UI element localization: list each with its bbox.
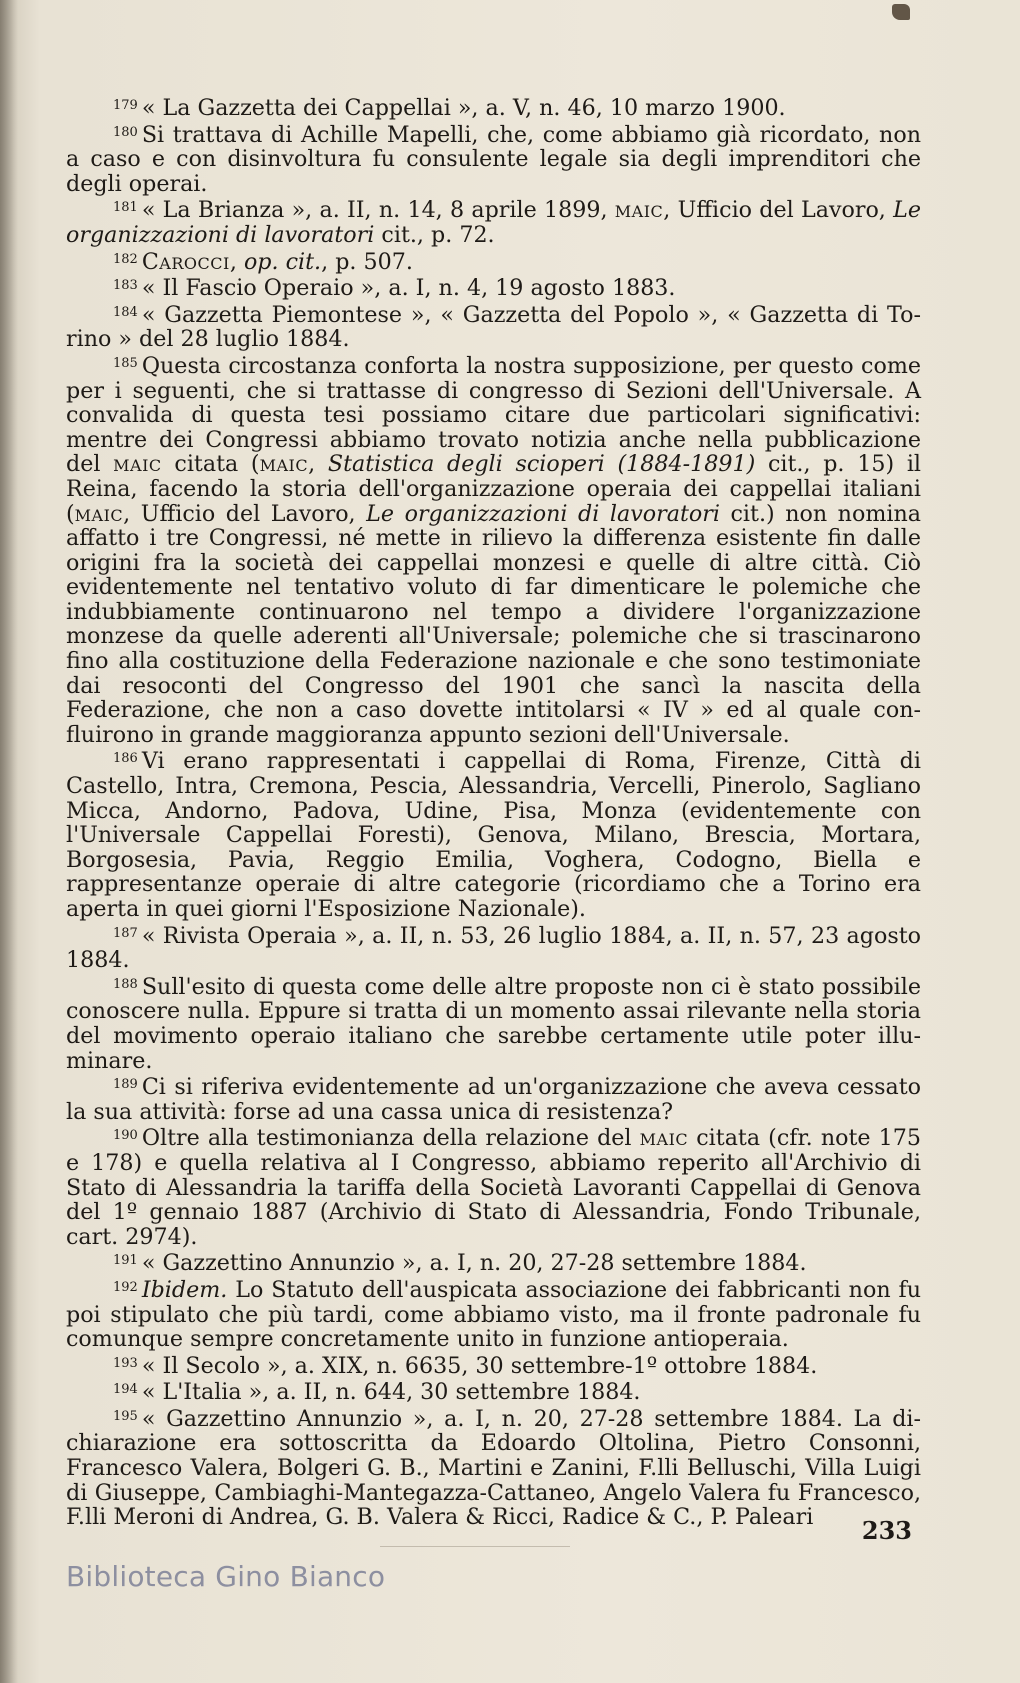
note-text: Lo Statuto dell'auspicata associazione dei fabbricanti non fu poi stipulato che più tardi, come abbiamo visto, ma il fronte padronale fu comunque sempre concretamente unito in funzione antioperaia. (66, 1276, 921, 1353)
note-184 (66, 301, 921, 352)
note-190 (66, 1124, 921, 1249)
note-text: cit., p. 15) il Reina, facendo la storia dell'organizzazione operaia dei cappellai italiani ( (66, 451, 922, 527)
note-number: 194 (113, 1382, 138, 1398)
footnotes-column (66, 94, 921, 1530)
note-text: citata (cfr. note 175 e 178) e quella relativa al I Congresso, abbiamo reperito all'Archivio di Stato di Alessandria la tariffa della Società Lavoranti Cappellai di Genova del 1º gennaio 1887 (Archivio di Stato di Alessandria, Fondo Tribunale, cart. 2974). (66, 1125, 921, 1250)
maic-acronym: maic (639, 1125, 689, 1152)
note-187 (66, 922, 921, 973)
note-text: « Gazzettino Annunzio », a. I, n. 20, 27-28 settembre 1884. La dichiarazione era sottoscritta da Edoardo Oltolina, Pietro Consonni, Francesco Valera, Bolgeri G. B., Martini e Zanini, F.lli Belluschi, Villa Luigi di Giuseppe, Cambiaghi-Mantegazza-Cattaneo, Angelo Valera fu Francesco, F.lli Meroni di Andrea, G. B. Valera & Ricci, Radice & C., P. Paleari (66, 1405, 921, 1531)
note-181 (66, 196, 921, 247)
italic-ref: op. cit. (243, 248, 322, 275)
maic-acronym: maic (259, 451, 309, 478)
note-text: Vi erano rappresentati i cappellai di Roma, Firenze, Città di Castello, Intra, Cremona, Pescia, Alessandria, Vercelli, Pinerolo, Sagliano Micca, Andorno, Padova, Udine, Pisa, Monza (evidentemente con l'Universale Cappellai Foresti), Genova, Milano, Brescia, Mortara, Borgosesia, Pavia, Reggio Emilia, Voghera, Codogno, Biella e rappresentanze operaie di altre categorie (ricordiamo che a Torino era aperta in quei giorni l'Esposizione Nazionale). (66, 748, 921, 922)
note-text: citata ( (174, 451, 260, 478)
spine-shadow (0, 0, 18, 1683)
note-text: « La Brianza », a. II, n. 14, 8 aprile 1899, (141, 197, 608, 224)
note-text: , (308, 451, 316, 478)
author-name: Carocci (141, 248, 230, 275)
maic-acronym: maic (614, 197, 664, 224)
note-number: 188 (113, 976, 138, 992)
note-text: , Ufficio del Lavoro, (123, 500, 356, 527)
note-number: 180 (113, 124, 138, 140)
note-text: Si trattava di Achille Mapelli, che, come abbiamo già ricordato, non a caso e con disinvoltura fu consulente legale sia degli imprenditori che degli operai. (66, 121, 921, 197)
italic-title: Le organizzazioni di lavoratori (366, 500, 720, 527)
note-182 (66, 248, 921, 275)
note-number: 195 (113, 1408, 138, 1424)
note-number: 185 (113, 355, 138, 371)
note-text: « Il Secolo », a. XIX, n. 6635, 30 settembre-1º ottobre 1884. (141, 1352, 818, 1379)
note-number: 182 (113, 251, 138, 267)
library-watermark: Biblioteca Gino Bianco (66, 1560, 386, 1593)
note-text: « Gazzettino Annunzio », a. I, n. 20, 27-28 settembre 1884. (141, 1250, 807, 1277)
note-text: cit., p. 72. (381, 221, 495, 248)
note-number: 186 (113, 751, 138, 767)
italic-title: Le organizzazioni di lavoratori (66, 197, 921, 248)
ink-blot-mark (892, 4, 910, 20)
maic-acronym: maic (113, 451, 162, 478)
note-text: « Il Fascio Operaio », a. I, n. 4, 19 agosto 1883. (141, 275, 676, 302)
note-183 (66, 274, 921, 301)
note-text: Sull'esito di questa come delle altre proposte non ci è stato possibile conoscere nulla. Eppure si tratta di un momento assai rilevante nella storia del movimento operaio italiano che sarebbe certamente utile poter illuminare. (66, 973, 921, 1074)
note-text: Ci si riferiva evidentemente ad un'organizzazione che aveva cessato la sua attività: forse ad una cassa unica di resistenza? (66, 1074, 921, 1125)
note-number: 187 (113, 925, 138, 941)
note-195 (66, 1405, 921, 1530)
note-text: , (229, 248, 237, 275)
faint-rule (380, 1546, 570, 1547)
note-number: 192 (113, 1279, 138, 1295)
note-number: 179 (113, 98, 138, 113)
note-text: cit.) non nomina affatto i tre Congressi, né mette in rilievo la differenza esistente fin dalle origini fra la società dei cappellai monzesi e quelle di altre città. Ciò evidentemente nel tentativo voluto di far dimenticare le polemiche che indubbiamente continuarono nel tempo a dividere l'organizzazione monzese da quelle aderenti all'Universale; polemiche che si trascinarono fino alla costituzione della Federazione nazionale e che sono testimoniate dai resoconti del Congresso del 1901 che sancì la nascita della Federazione, che non a caso dovette intitolarsi « IV » ed al quale confluirono in grande maggioranza appunto sezioni dell'Universale. (66, 500, 921, 748)
note-number: 184 (113, 304, 138, 320)
note-192 (66, 1276, 921, 1352)
note-text: , Ufficio del Lavoro, (663, 197, 886, 224)
note-text: « La Gazzetta dei Cappellai », a. V, n. 46, 10 marzo 1900. (141, 95, 786, 121)
note-number: 191 (113, 1253, 138, 1269)
note-191 (66, 1249, 921, 1276)
note-number: 183 (113, 278, 138, 294)
note-text: Oltre alla testimonianza della relazione del (141, 1125, 632, 1152)
note-number: 193 (113, 1355, 138, 1371)
note-193 (66, 1352, 921, 1379)
note-number: 181 (113, 200, 138, 216)
note-text: Questa circostanza conforta la nostra supposizione, per questo come per i seguenti, che si trattasse di congresso di Sezioni dell'Universale. A convalida di questa tesi possiamo citare due particolari significativi: mentre dei Congressi abbiamo trovato notizia anche nella pubblicazione del (66, 352, 921, 478)
note-194 (66, 1378, 921, 1405)
note-189 (66, 1073, 921, 1124)
note-180 (66, 121, 921, 197)
note-186 (66, 747, 921, 921)
note-number: 190 (113, 1128, 138, 1144)
italic-title: Statistica degli scioperi (1884-1891) (327, 451, 756, 478)
maic-acronym: maic (74, 500, 124, 527)
page-number: 233 (861, 1516, 912, 1545)
note-179 (66, 94, 921, 121)
note-text: « L'Italia », a. II, n. 644, 30 settembre 1884. (141, 1379, 641, 1406)
note-text: « Gazzetta Piemontese », « Gazzetta del Popolo », « Gazzetta di Torino » del 28 luglio 1884. (66, 301, 921, 353)
note-number: 189 (113, 1077, 138, 1093)
note-185 (66, 352, 921, 748)
note-text: « Rivista Operaia », a. II, n. 53, 26 luglio 1884, a. II, n. 57, 23 agosto 1884. (66, 922, 921, 974)
note-text: , p. 507. (321, 248, 413, 275)
note-188 (66, 973, 921, 1073)
italic-ref: Ibidem. (141, 1276, 228, 1303)
